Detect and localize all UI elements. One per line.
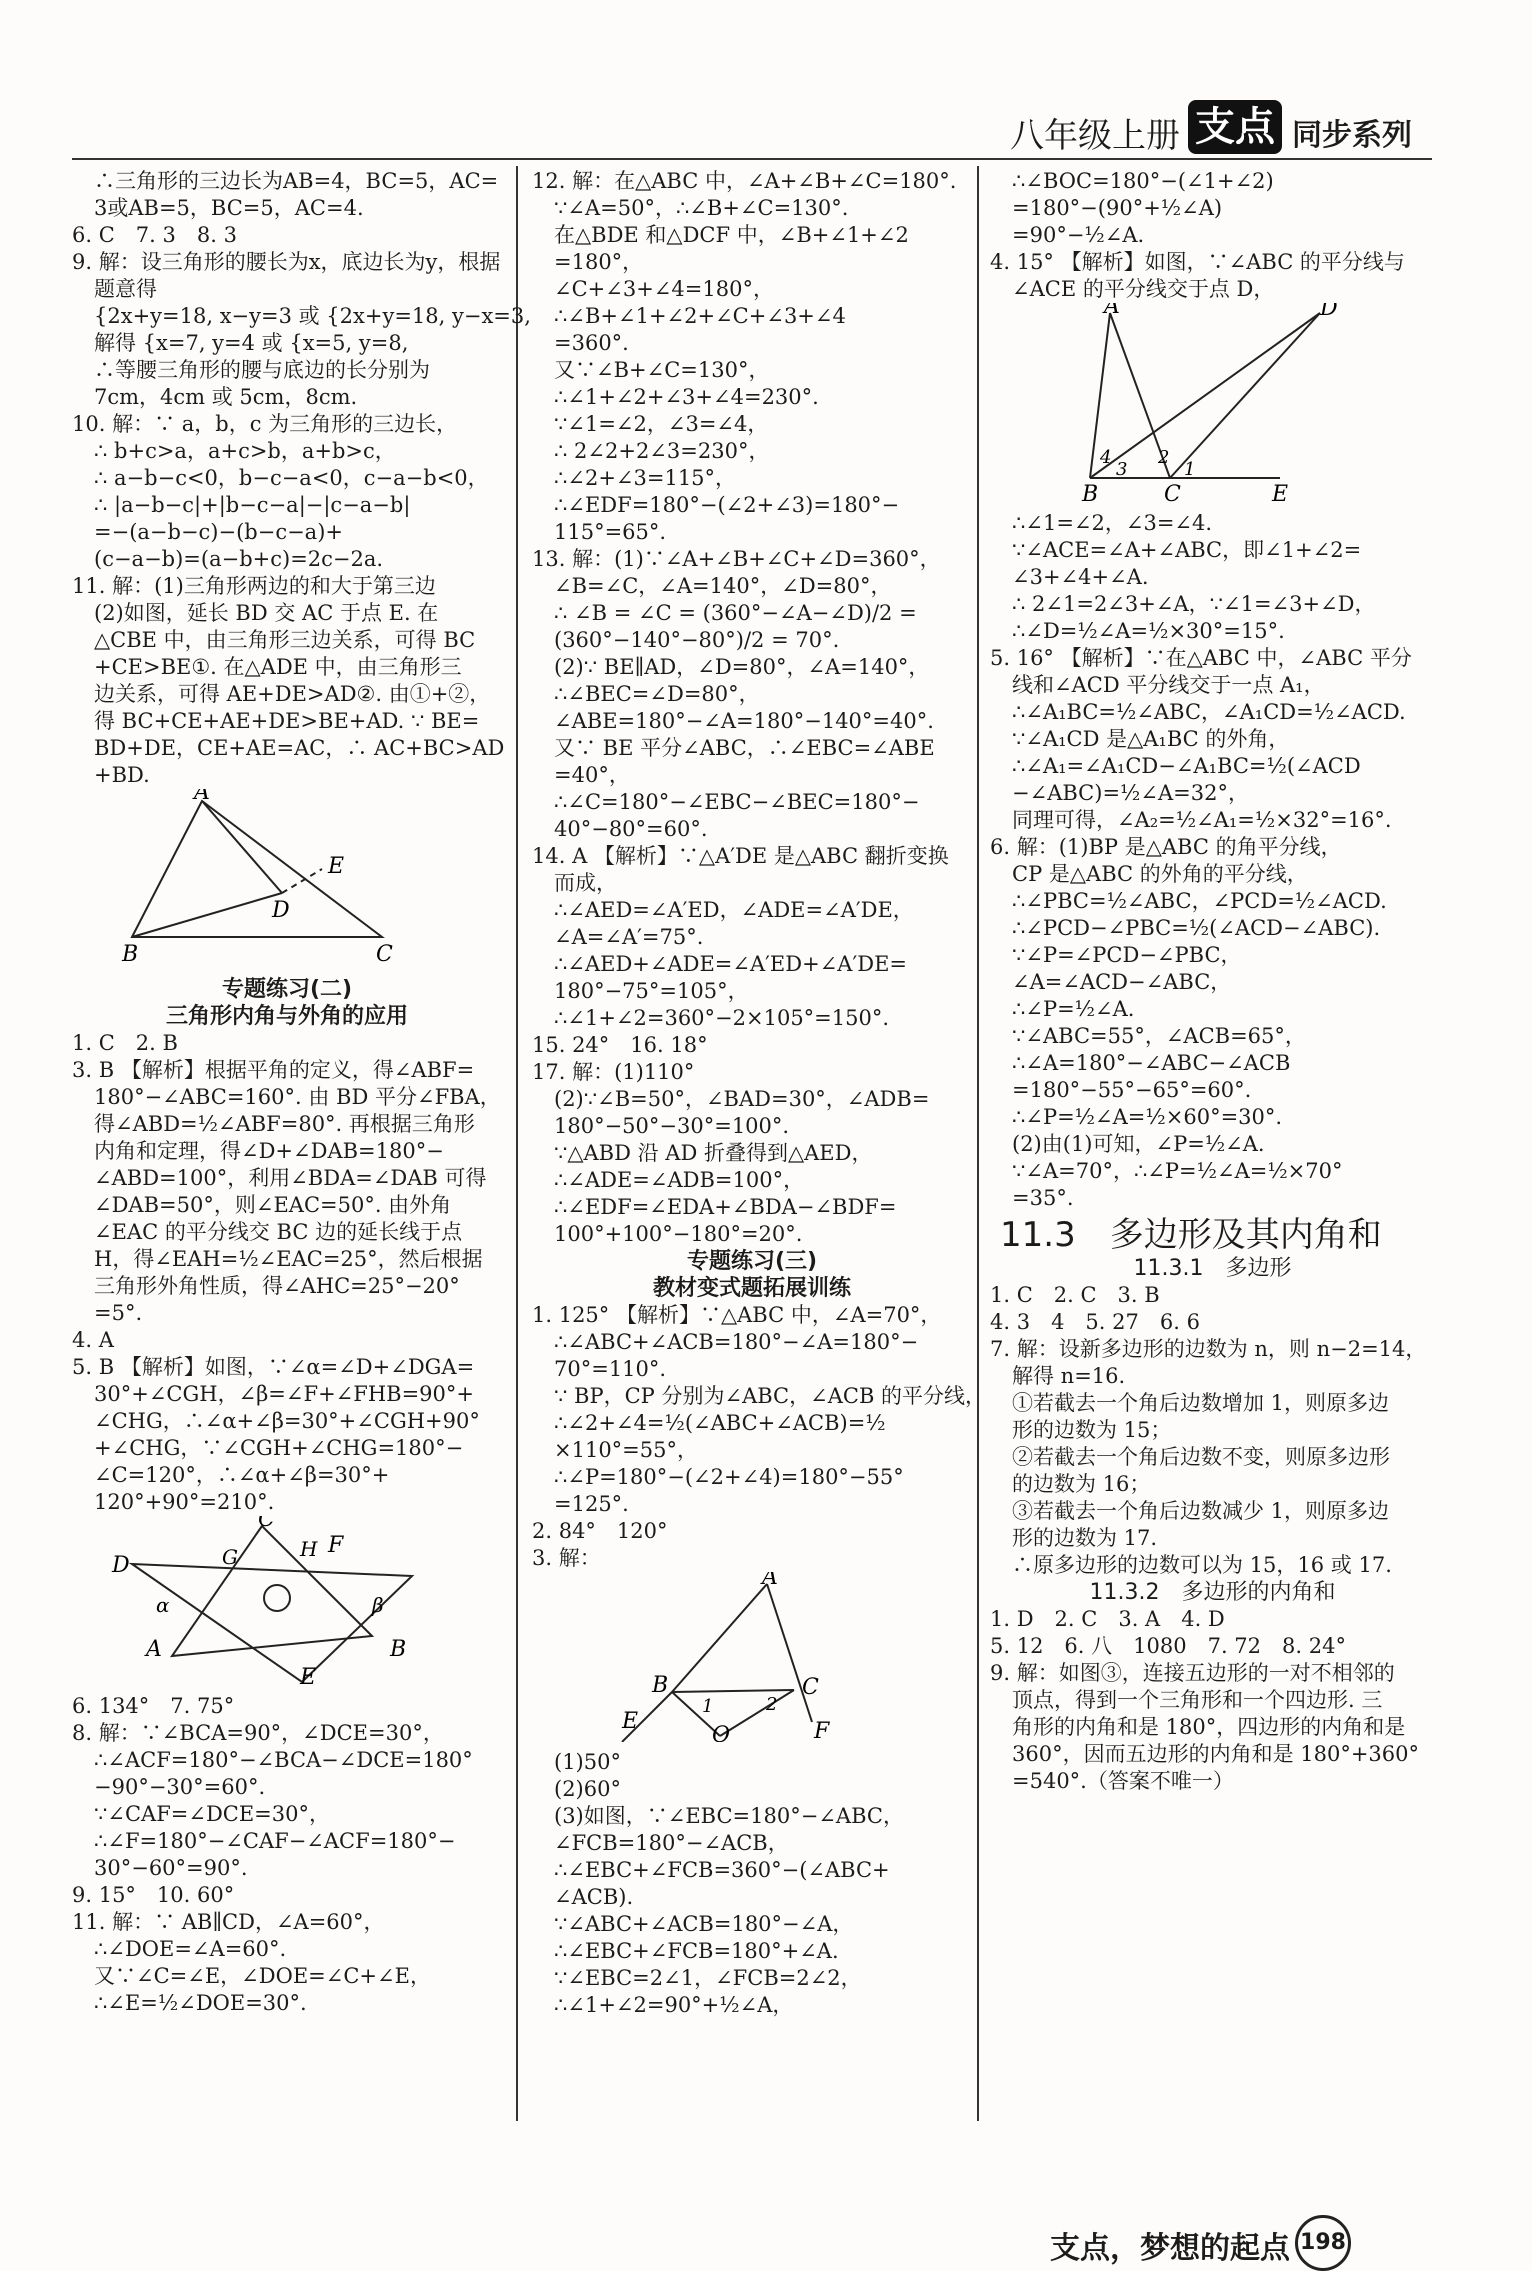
answer-line: 角形的内角和是 180°，四边形的内角和是 <box>1012 1715 1406 1739</box>
answer-line: ∵∠ABC+∠ACB=180°−∠A， <box>554 1912 854 1936</box>
page-header <box>960 98 1430 158</box>
answer-line: ∴∠C=180°−∠EBC−∠BEC=180°− <box>554 790 920 814</box>
fig2-label-alpha: α <box>156 1593 170 1617</box>
answer-line: ∴∠ADE=∠ADB=100°， <box>554 1168 805 1192</box>
answer-line: 6. 解：(1)BP 是△ABC 的角平分线， <box>990 835 1342 859</box>
answer-line: (1)50° <box>554 1750 621 1774</box>
answer-line: ∴∠EBC+∠FCB=180°+∠A. <box>554 1939 839 1963</box>
fig2-label-beta: β <box>372 1593 384 1617</box>
answer-line: 1. 125° 【解析】∵△ABC 中，∠A=70°， <box>532 1303 942 1327</box>
answer-line: (c−a−b)=(a−b+c)=2c−2a. <box>94 547 384 571</box>
answer-line: ∠EAC 的平分线交 BC 边的延长线于点 <box>94 1220 463 1244</box>
answer-line: 7cm，4cm 或 5cm，8cm. <box>94 385 358 409</box>
answer-line: 12. 解：在△ABC 中，∠A+∠B+∠C=180°. <box>532 169 957 193</box>
fig3-label-c: C <box>802 1675 819 1700</box>
answer-line: 13. 解：(1)∵∠A+∠B+∠C+∠D=360°， <box>532 547 941 571</box>
subsection-11-3-1: 11.3.1 多边形 <box>1133 1256 1292 1281</box>
fig2-label-g: G <box>222 1545 238 1569</box>
answer-line: ∠C=120°，∴∠α+∠β=30°+ <box>94 1463 390 1487</box>
answer-line: =125°. <box>554 1492 629 1516</box>
answer-line: =180°−55°−65°=60°. <box>1012 1078 1252 1102</box>
answer-line: (3)如图，∵∠EBC=180°−∠ABC， <box>554 1804 904 1828</box>
answer-line: ∴∠E=½∠DOE=30°. <box>94 1991 307 2015</box>
answer-line: 40°−80°=60°. <box>554 817 708 841</box>
answer-line: ∴原多边形的边数可以为 15，16 或 17. <box>1012 1553 1392 1577</box>
answer-line: 6. 134° 7. 75° <box>72 1694 235 1718</box>
section-title-3b: 教材变式题拓展训练 <box>652 1276 851 1301</box>
answer-line: 8. 解：∵∠BCA=90°，∠DCE=30°， <box>72 1721 444 1745</box>
fig1-label-b: B <box>122 942 139 967</box>
answer-line: ∠ACB). <box>554 1885 634 1909</box>
answer-line: 3. 解： <box>532 1546 601 1570</box>
section-title-2a: 专题练习(二) <box>221 977 353 1002</box>
answer-line: ③若截去一个角后边数减少 1，则原多边 <box>1012 1499 1390 1523</box>
answer-line: 的边数为 16； <box>1012 1472 1151 1496</box>
answer-line: ∴三角形的三边长为AB=4，BC=5，AC= <box>94 169 499 193</box>
answer-line: (2)由(1)可知，∠P=½∠A. <box>1012 1132 1265 1156</box>
answer-line: ∠ABD=100°，利用∠BDA=∠DAB 可得 <box>94 1166 487 1190</box>
fig2-label-b: B <box>390 1637 407 1662</box>
answer-line: 解得 n=16. <box>1012 1364 1126 1388</box>
answer-line: 14. A 【解析】∵△A′DE 是△ABC 翻折变换 <box>532 844 949 868</box>
answer-line: 9. 解：如图③，连接五边形的一对不相邻的 <box>990 1661 1395 1685</box>
answer-line: ∴∠ACF=180°−∠BCA−∠DCE=180° <box>94 1748 473 1772</box>
answer-line: ∴ b+c>a，a+c>b，a+b>c， <box>94 439 396 463</box>
fig2-label-f: F <box>328 1533 344 1558</box>
answer-line: 3或AB=5，BC=5，AC=4. <box>94 196 364 220</box>
answer-line: ∴∠D=½∠A=½×30°=15°. <box>1012 619 1285 643</box>
answer-line: H，得∠EAH=½∠EAC=25°，然后根据 <box>94 1247 483 1271</box>
figure-star-angles <box>72 1516 502 1686</box>
answer-line: ∴∠EDF=∠EDA+∠BDA−∠BDF= <box>554 1195 897 1219</box>
answer-line: 4. A <box>72 1328 114 1352</box>
answer-line: ∴∠2+∠3=115°， <box>554 466 737 490</box>
answer-line: 11. 解：∵ AB∥CD，∠A=60°， <box>72 1910 385 1934</box>
answer-line: 360°，因而五边形的内角和是 180°+360° <box>1012 1742 1420 1766</box>
answer-line: 10. 解：∵ a，b，c 为三角形的三边长， <box>72 412 458 436</box>
fig2-label-d: D <box>112 1553 130 1578</box>
answer-line: 70°=110°. <box>554 1357 667 1381</box>
fig3-label-e: E <box>622 1709 639 1734</box>
answer-line: ∴ |a−b−c|+|b−c−a|−|c−a−b| <box>94 493 411 517</box>
fig4-label-a: A <box>1104 303 1120 319</box>
answer-line: ∴∠ABC+∠ACB=180°−∠A=180°− <box>554 1330 919 1354</box>
answer-line: ∵∠EBC=2∠1，∠FCB=2∠2， <box>554 1966 862 1990</box>
answer-line: ∴∠EBC+∠FCB=360°−(∠ABC+ <box>554 1858 890 1882</box>
column-1 <box>72 168 531 2017</box>
answer-line: 线和∠ACD 平分线交于一点 A₁， <box>1012 673 1325 697</box>
answer-line: ∴ ∠B = ∠C = (360°−∠A−∠D)/2 = <box>554 601 917 625</box>
answer-line: 180°−∠ABC=160°. 由 BD 平分∠FBA， <box>94 1085 501 1109</box>
answer-line: 30°−60°=90°. <box>94 1856 248 1880</box>
section-heading-11-3: 11.3 多边形及其内角和 <box>1000 1215 1382 1255</box>
answer-line: 9. 15° 10. 60° <box>72 1883 235 1907</box>
fig3-label-o: O <box>712 1723 731 1742</box>
column-divider-2 <box>977 166 979 2121</box>
answer-line: 115°=65°. <box>554 520 667 544</box>
answer-line: 4. 15° 【解析】如图，∵∠ABC 的平分线与 <box>990 250 1405 274</box>
answer-line: ∠B=∠C，∠A=140°，∠D=80°， <box>554 574 892 598</box>
section-title-3a: 专题练习(三) <box>686 1249 818 1274</box>
fig1-label-c: C <box>376 942 393 967</box>
answer-line: ∵△ABD 沿 AD 折叠得到△AED， <box>554 1141 873 1165</box>
answer-line: 6. C 7. 3 8. 3 <box>72 223 237 247</box>
answer-line: ∴∠2+∠4=½(∠ABC+∠ACB)=½ <box>554 1411 886 1435</box>
answer-line: BD+DE，CE+AE=AC，∴ AC+BC>AD <box>94 736 505 760</box>
answer-line: 形的边数为 17. <box>1012 1526 1158 1550</box>
answer-line: ∠DAB=50°，则∠EAC=50°. 由外角 <box>94 1193 452 1217</box>
column-2 <box>532 168 987 2019</box>
fig2-label-c: C <box>258 1516 275 1532</box>
fig3-label-2: 2 <box>766 1694 778 1715</box>
answer-line: ∴ 2∠1=2∠3+∠A，∵∠1=∠3+∠D， <box>1012 592 1376 616</box>
answer-line: =540°.（答案不唯一） <box>1012 1769 1234 1793</box>
answer-line: ∵∠ABC=55°，∠ACB=65°， <box>1012 1024 1306 1048</box>
answer-line: 1. C 2. B <box>72 1031 178 1055</box>
answer-line: ∴∠1+∠2=360°−2×105°=150°. <box>554 1006 890 1030</box>
answer-line: (2)∵∠B=50°，∠BAD=30°，∠ADB= <box>554 1087 930 1111</box>
answer-line: 边关系，可得 AE+DE>AD②. 由①+②， <box>94 682 491 706</box>
answer-line: 在△BDE 和△DCF 中，∠B+∠1+∠2 <box>554 223 909 247</box>
figure-triangle-abc-d <box>72 789 502 969</box>
answer-line: (2)60° <box>554 1777 621 1801</box>
answer-line: (2)∵ BE∥AD，∠D=80°，∠A=140°， <box>554 655 930 679</box>
answer-line: =5°. <box>94 1301 143 1325</box>
answer-line: ∴∠BOC=180°−(∠1+∠2) <box>1012 169 1274 193</box>
answer-line: ∴∠B+∠1+∠2+∠C+∠3+∠4 <box>554 304 846 328</box>
answer-line: ∴∠AED=∠A′ED，∠ADE=∠A′DE， <box>554 898 914 922</box>
answer-line: ∴∠AED+∠ADE=∠A′ED+∠A′DE= <box>554 952 907 976</box>
answer-line: 9. 解：设三角形的腰长为x，底边长为y，根据 <box>72 250 501 274</box>
answer-line: ∠CHG，∴∠α+∠β=30°+∠CGH+90° <box>94 1409 480 1433</box>
answer-line: ∴∠P=½∠A. <box>1012 997 1135 1021</box>
answer-line: ∠A=∠ACD−∠ABC， <box>1012 970 1232 994</box>
answer-line: =180°， <box>554 250 644 274</box>
fig1-label-a: A <box>194 789 210 805</box>
answer-line: 5. 16° 【解析】∵在△ABC 中，∠ABC 平分 <box>990 646 1412 670</box>
answer-line: 30°+∠CGH，∠β=∠F+∠FHB=90°+ <box>94 1382 474 1406</box>
answer-line: ∵∠A₁CD 是△A₁BC 的外角， <box>1012 727 1290 751</box>
figure-excenter-bo <box>532 1572 972 1742</box>
answer-line: =90°−½∠A. <box>1012 223 1145 247</box>
answer-line: 5. B 【解析】如图，∵∠α=∠D+∠DGA= <box>72 1355 475 1379</box>
answer-line: 11. 解：(1)三角形两边的和大于第三边 <box>72 574 436 598</box>
answer-line: =35°. <box>1012 1186 1074 1210</box>
brand-logo: 支点 <box>1188 100 1282 154</box>
answer-line: 又∵∠C=∠E，∠DOE=∠C+∠E， <box>94 1964 431 1988</box>
answer-line: ∵∠CAF=∠DCE=30°， <box>94 1802 331 1826</box>
answer-line: 内角和定理，得∠D+∠DAB=180°− <box>94 1139 444 1163</box>
answer-line: 100°+100°−180°=20°. <box>554 1222 803 1246</box>
fig4-label-e: E <box>1272 482 1289 503</box>
page-number: 198 <box>1295 2215 1351 2271</box>
answer-line: ∠ACE 的平分线交于点 D， <box>1012 277 1275 301</box>
answer-line: ∴等腰三角形的腰与底边的长分别为 <box>94 358 430 382</box>
fig1-label-d: D <box>272 898 290 923</box>
page-footer <box>1050 2215 1470 2265</box>
answer-line: {2x+y=18, x−y=3 或 {2x+y=18, y−x=3, <box>94 304 531 328</box>
fig4-label-4: 4 <box>1100 447 1112 468</box>
fig4-label-d: D <box>1320 303 1338 321</box>
answer-line: ∴ 2∠2+2∠3=230°， <box>554 439 770 463</box>
answer-line: ∴∠1+∠2=90°+½∠A， <box>554 1993 794 2017</box>
fig3-label-a: A <box>762 1572 778 1590</box>
figure-angle-bisectors-d <box>990 303 1435 503</box>
answer-line: 180°−75°=105°， <box>554 979 749 1003</box>
answer-line: 解得 {x=7, y=4 或 {x=5, y=8, <box>94 331 409 355</box>
answer-line: 题意得 <box>94 277 157 301</box>
fig2-label-a: A <box>146 1637 162 1662</box>
answer-line: ∴∠1=∠2，∠3=∠4. <box>1012 511 1213 535</box>
answer-line: ∠C+∠3+∠4=180°， <box>554 277 774 301</box>
answer-line: 又∵ BE 平分∠ABC，∴∠EBC=∠ABE <box>554 736 935 760</box>
answer-line: =180°−(90°+½∠A) <box>1012 196 1223 220</box>
fig2-label-e: E <box>300 1665 317 1686</box>
answer-line: =40°， <box>554 763 630 787</box>
column-divider-1 <box>516 166 518 2121</box>
answer-line: ∠FCB=180°−∠ACB， <box>554 1831 789 1855</box>
answer-line: △CBE 中，由三角形三边关系，可得 BC <box>94 628 476 652</box>
answer-line: 2. 84° 120° <box>532 1519 668 1543</box>
answer-line: 4. 3 4 5. 27 6. 6 <box>990 1310 1200 1334</box>
answer-line: ∠3+∠4+∠A. <box>1012 565 1149 589</box>
answer-line: ∴∠A₁BC=½∠ABC，∠A₁CD=½∠ACD. <box>1012 700 1406 724</box>
fig4-label-b: B <box>1082 482 1099 503</box>
fig4-label-3: 3 <box>1116 459 1128 480</box>
answer-line: 顶点，得到一个三角形和一个四边形. 三 <box>1012 1688 1383 1712</box>
answer-line: 三角形外角性质，得∠AHC=25°−20° <box>94 1274 460 1298</box>
answer-line: ∵∠A=50°，∴∠B+∠C=130°. <box>554 196 849 220</box>
fig4-label-1: 1 <box>1184 459 1196 480</box>
fig3-label-b: B <box>652 1673 669 1698</box>
answer-line: ②若截去一个角后边数不变，则原多边形 <box>1012 1445 1390 1469</box>
header-rule <box>72 158 1432 160</box>
answer-line: 1. C 2. C 3. B <box>990 1283 1160 1307</box>
answer-line: 7. 解：设新多边形的边数为 n，则 n−2=14， <box>990 1337 1427 1361</box>
answer-line: ∴∠DOE=∠A=60°. <box>94 1937 287 1961</box>
subsection-11-3-2: 11.3.2 多边形的内角和 <box>1089 1580 1336 1605</box>
answer-line: ①若截去一个角后边数增加 1，则原多边 <box>1012 1391 1390 1415</box>
grade-label: 八年级上册 <box>1010 116 1180 156</box>
answer-line: 120°+90°=210°. <box>94 1490 275 1514</box>
answer-line: 15. 24° 16. 18° <box>532 1033 708 1057</box>
answer-line: ∵∠1=∠2，∠3=∠4， <box>554 412 769 436</box>
answer-line: ∴ a−b−c<0，b−c−a<0，c−a−b<0， <box>94 466 489 490</box>
answer-line: ∴∠BEC=∠D=80°， <box>554 682 760 706</box>
answer-line: 得∠ABD=½∠ABF=80°. 再根据三角形 <box>94 1112 475 1136</box>
fig4-label-2: 2 <box>1158 447 1170 468</box>
answer-line: ∠A=∠A′=75°. <box>554 925 704 949</box>
footer-slogan: 支点，梦想的起点 <box>1050 2231 1290 2266</box>
answer-line: −90°−30°=60°. <box>94 1775 266 1799</box>
answer-line: =360°. <box>554 331 629 355</box>
answer-line: ∴∠P=180°−(∠2+∠4)=180°−55° <box>554 1465 904 1489</box>
answer-line: 17. 解：(1)110° <box>532 1060 695 1084</box>
answer-line: ∴∠PBC=½∠ABC，∠PCD=½∠ACD. <box>1012 889 1387 913</box>
answer-line: −∠ABC)=½∠A=32°， <box>1012 781 1249 805</box>
answer-line: ∴∠PCD−∠PBC=½(∠ACD−∠ABC). <box>1012 916 1381 940</box>
answer-line: ∴∠A₁=∠A₁CD−∠A₁BC=½(∠ACD <box>1012 754 1361 778</box>
answer-line: ∵ BP，CP 分别为∠ABC，∠ACB 的平分线， <box>554 1384 987 1408</box>
answer-line: 得 BC+CE+AE+DE>BE+AD. ∵ BE= <box>94 709 480 733</box>
answer-line: =−(a−b−c)−(b−c−a)+ <box>94 520 343 544</box>
fig3-label-f: F <box>814 1719 830 1742</box>
answer-line: +BD. <box>94 763 150 787</box>
answer-line: +CE>BE①. 在△ADE 中，由三角形三 <box>94 655 462 679</box>
answer-line: ∴∠A=180°−∠ABC−∠ACB <box>1012 1051 1291 1075</box>
answer-line: ∠ABE=180°−∠A=180°−140°=40°. <box>554 709 934 733</box>
fig3-label-1: 1 <box>702 1696 714 1717</box>
answer-line: ∵∠A=70°，∴∠P=½∠A=½×70° <box>1012 1159 1343 1183</box>
answer-line: (360°−140°−80°)/2 = 70°. <box>554 628 840 652</box>
answer-line: ∵∠P=∠PCD−∠PBC， <box>1012 943 1242 967</box>
answer-line: 而成， <box>554 871 617 895</box>
answer-line: ∴∠1+∠2+∠3+∠4=230°. <box>554 385 819 409</box>
answer-line: 又∵∠B+∠C=130°， <box>554 358 770 382</box>
answer-line: ∴∠EDF=180°−(∠2+∠3)=180°− <box>554 493 900 517</box>
answer-line: 3. B 【解析】根据平角的定义，得∠ABF= <box>72 1058 475 1082</box>
answer-line: ∵∠ACE=∠A+∠ABC，即∠1+∠2= <box>1012 538 1362 562</box>
answer-line: ∴∠P=½∠A=½×60°=30°. <box>1012 1105 1283 1129</box>
answer-line: 1. D 2. C 3. A 4. D <box>990 1607 1225 1631</box>
fig2-label-h: H <box>300 1537 318 1561</box>
column-3 <box>990 168 1435 1795</box>
answer-line: 形的边数为 15； <box>1012 1418 1172 1442</box>
series-label: 同步系列 <box>1292 118 1412 153</box>
answer-line: ∴∠F=180°−∠CAF−∠ACF=180°− <box>94 1829 456 1853</box>
section-title-2b: 三角形内角与外角的应用 <box>165 1004 408 1029</box>
answer-line: CP 是△ABC 的外角的平分线， <box>1012 862 1308 886</box>
answer-line: 180°−50°−30°=100°. <box>554 1114 790 1138</box>
fig4-label-c: C <box>1164 482 1181 503</box>
answer-line: 5. 12 6. 八 1080 7. 72 8. 24° <box>990 1634 1346 1658</box>
answer-line: ×110°=55°， <box>554 1438 698 1462</box>
answer-line: +∠CHG，∵∠CGH+∠CHG=180°− <box>94 1436 464 1460</box>
answer-line: 同理可得，∠A₂=½∠A₁=½×32°=16°. <box>1012 808 1392 832</box>
fig1-label-e: E <box>328 854 345 879</box>
answer-line: (2)如图，延长 BD 交 AC 于点 E. 在 <box>94 601 439 625</box>
